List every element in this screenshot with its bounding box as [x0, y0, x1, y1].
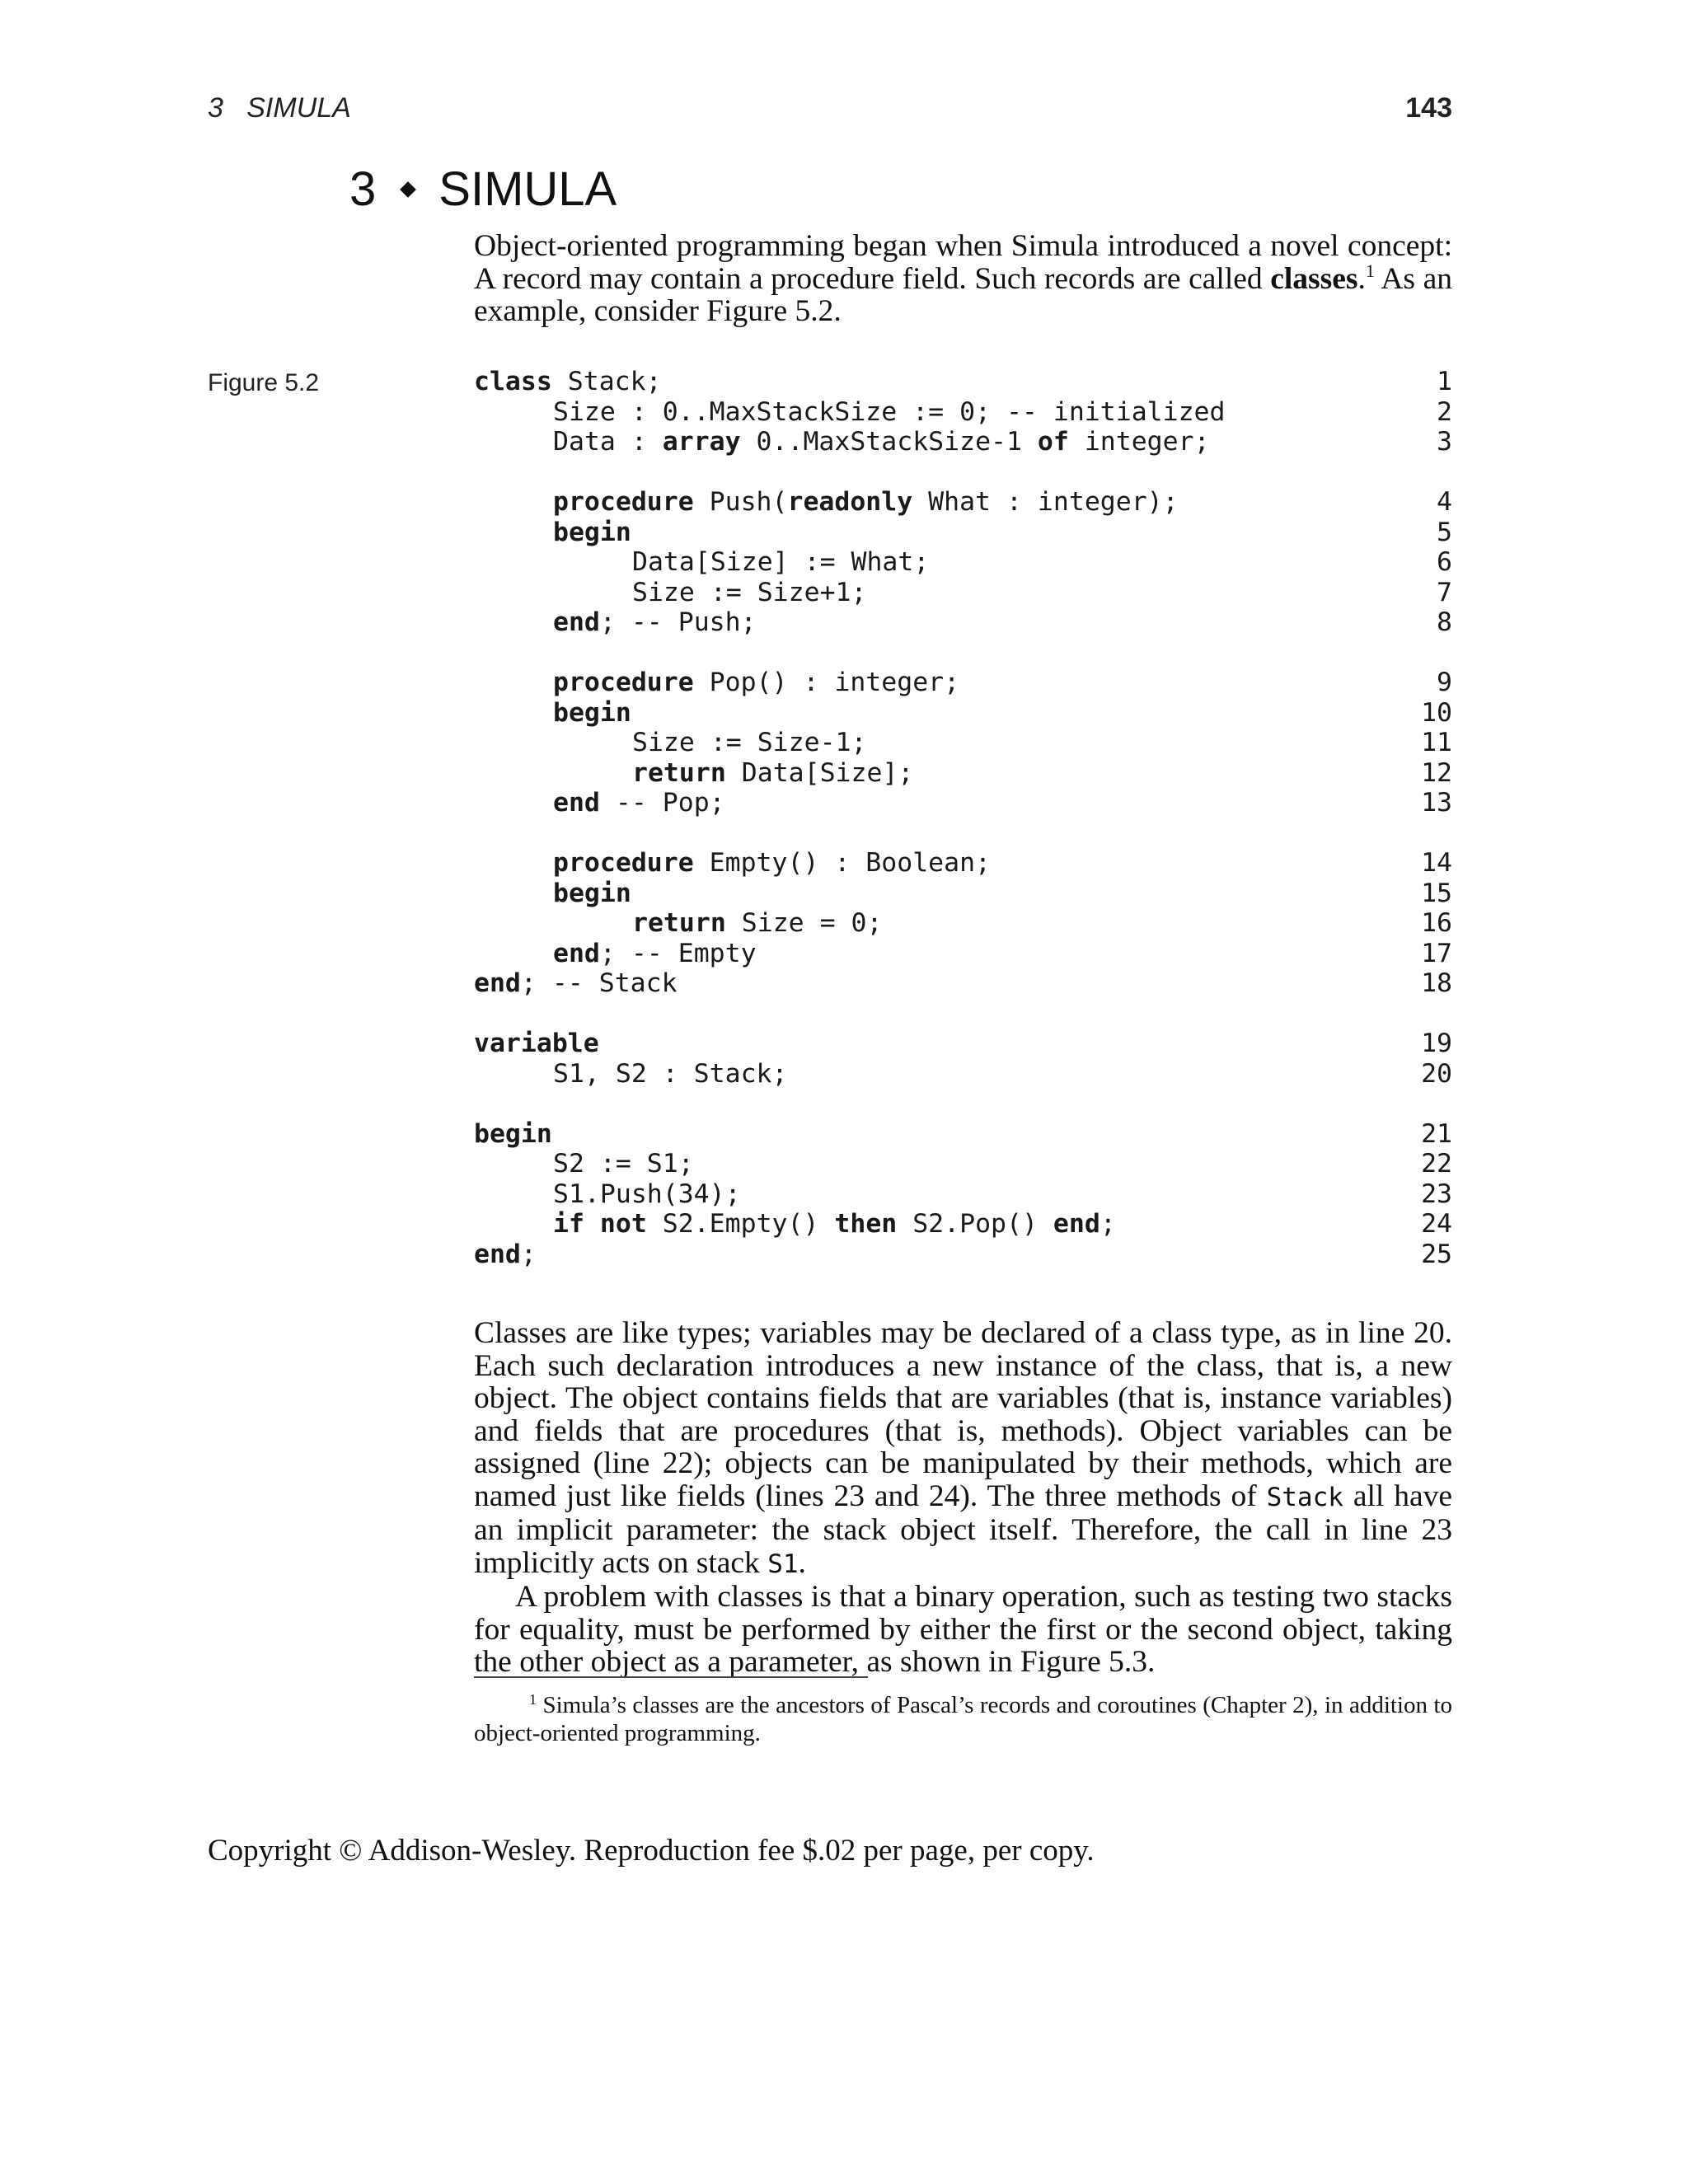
line-number: 3 [1437, 427, 1452, 457]
code-text [474, 1240, 537, 1270]
footnote-divider [474, 1676, 868, 1678]
code-token: integer; [1068, 427, 1210, 457]
intro-paragraph [474, 230, 1452, 328]
code-token: Size : 0..MaxStackSize := 0; -- initialized [553, 396, 1226, 427]
section-title: SIMULA [438, 162, 617, 216]
line-number: 11 [1421, 728, 1452, 757]
footnote [474, 1691, 1452, 1747]
code-token: ; -- Push; [599, 607, 757, 637]
line-number: 18 [1421, 968, 1452, 998]
code-keyword: begin [553, 878, 631, 908]
code-keyword: end [553, 938, 600, 968]
code-line [474, 518, 1452, 548]
code-token: S2 := S1; [553, 1149, 694, 1179]
running-title: 3 SIMULA [208, 92, 351, 124]
code-line [474, 1149, 1452, 1179]
code-line [474, 607, 1452, 638]
copyright-notice: Copyright © Addison-Wesley. Reproduction fee $.02 per page, per copy. [208, 1834, 1095, 1868]
line-number: 14 [1421, 848, 1452, 878]
code-text [632, 908, 882, 939]
code-token: Empty() : Boolean; [693, 848, 992, 878]
code-line [474, 547, 1452, 578]
code-token: S1, S2 : Stack; [553, 1058, 788, 1089]
code-text [553, 698, 631, 729]
line-number: 25 [1421, 1239, 1452, 1269]
code-line [474, 1240, 1452, 1270]
section-number: 3 [349, 162, 377, 216]
code-listing [474, 367, 1452, 1269]
figure-label: Figure 5.2 [208, 369, 320, 396]
code-text [553, 668, 959, 698]
inline-code-stack: Stack [1266, 1482, 1343, 1512]
line-number: 19 [1421, 1029, 1452, 1058]
discussion-text: all have an implicit parameter: the stack object itself. Therefore, the call in line 23 implicitly acts on stack [474, 1479, 1452, 1580]
line-number: 16 [1421, 908, 1452, 938]
code-line [474, 578, 1452, 608]
code-keyword: end [474, 1239, 521, 1269]
code-line [474, 908, 1452, 939]
code-keyword: procedure [553, 848, 694, 878]
code-token: Data : [553, 427, 663, 457]
code-token: Size := Size+1; [632, 577, 867, 607]
code-text [632, 758, 913, 789]
code-line [474, 728, 1452, 758]
code-keyword: return [632, 908, 726, 938]
code-token: Stack; [551, 367, 662, 396]
code-token: S1.Push(34); [553, 1179, 741, 1209]
code-text [632, 547, 929, 578]
code-line [474, 487, 1452, 518]
code-text [553, 788, 725, 818]
code-token: S2.Empty() [646, 1209, 835, 1239]
code-text [474, 968, 678, 999]
line-number: 8 [1437, 607, 1452, 637]
discussion-paragraph-2: A problem with classes is that a binary operation, such as testing two stacks for equality, must be performed by either the first or the second object, taking the other object as a parameter, as shown in Figure 5.3. [474, 1580, 1452, 1679]
line-number: 13 [1421, 788, 1452, 818]
code-text [553, 607, 757, 638]
code-keyword: end [553, 607, 600, 637]
code-text [553, 518, 631, 548]
code-token: Size := Size-1; [632, 728, 867, 757]
line-number: 22 [1421, 1149, 1452, 1179]
footnote-mark: 1 [529, 1691, 537, 1708]
code-keyword: begin [553, 697, 631, 728]
code-line [474, 1179, 1452, 1210]
code-text [553, 427, 1210, 457]
inline-code-s1: S1 [767, 1549, 799, 1579]
code-text [474, 1029, 599, 1059]
code-text [553, 848, 991, 879]
code-keyword: of [1037, 427, 1069, 457]
code-keyword: begin [553, 517, 631, 547]
code-text [553, 879, 631, 909]
code-line [474, 1059, 1452, 1090]
code-keyword: not [599, 1209, 647, 1239]
line-number: 4 [1437, 487, 1452, 517]
code-token: Pop() : integer; [693, 668, 960, 697]
line-number: 1 [1437, 367, 1452, 396]
code-text [632, 728, 866, 758]
code-keyword: procedure [553, 668, 694, 697]
code-blank-line [474, 999, 1452, 1029]
code-token: ; [520, 1239, 537, 1269]
code-line [474, 1119, 1452, 1150]
code-text [553, 397, 1225, 428]
line-number: 10 [1421, 697, 1452, 728]
section-heading [349, 162, 617, 217]
code-line [474, 879, 1452, 909]
discussion-text: . [798, 1545, 806, 1580]
intro-text: Object-oriented programming began when Simula introduced a novel concept: A record may contain a procedure field. Such records are called [474, 229, 1452, 296]
line-number: 9 [1437, 668, 1452, 697]
code-line [474, 788, 1452, 818]
code-text [474, 1119, 552, 1150]
code-token: ; -- Stack [520, 968, 678, 998]
code-token [584, 1209, 600, 1239]
code-token: What : integer); [912, 487, 1179, 517]
code-text [553, 939, 757, 969]
code-keyword: variable [474, 1029, 599, 1058]
intro-text-end: As an example, consider Figure 5.2. [474, 261, 1452, 328]
term-classes: classes [1270, 261, 1358, 296]
code-token: Data[Size]; [725, 757, 914, 788]
code-line [474, 758, 1452, 789]
footnote-text: Simula’s classes are the ancestors of Pascal’s records and coroutines (Chapter 2), in addition to object-oriented programming. [474, 1692, 1452, 1746]
code-keyword: end [474, 968, 521, 998]
discussion-paragraph-1 [474, 1317, 1452, 1581]
footnote-reference: 1 [1365, 260, 1375, 281]
code-line [474, 939, 1452, 969]
code-token: Data[Size] := What; [632, 547, 930, 577]
line-number: 17 [1421, 938, 1452, 968]
code-blank-line [474, 818, 1452, 849]
discussion-text: Classes are like types; variables may be declared of a class type, as in line 20. Each such declaration introduces a new instance of the class, that is, a new object. The object contains fields that are variables (that is, instance variables) and fields that are procedures (that is, methods). Object variables can be assigned (line 22); objects can be manipulated by their methods, which are named just like fields (lines 23 and 24). The three methods of [474, 1316, 1452, 1513]
code-text [553, 1209, 1116, 1240]
code-line [474, 427, 1452, 457]
line-number: 7 [1437, 577, 1452, 607]
code-keyword: class [474, 367, 552, 396]
code-keyword: procedure [553, 487, 694, 517]
code-keyword: then [834, 1209, 898, 1239]
line-number: 6 [1437, 547, 1452, 577]
code-keyword: array [662, 427, 741, 457]
code-line [474, 1029, 1452, 1059]
code-blank-line [474, 638, 1452, 668]
code-token: ; [1100, 1209, 1116, 1239]
line-number: 15 [1421, 878, 1452, 908]
code-line [474, 968, 1452, 999]
code-keyword: begin [474, 1118, 552, 1149]
code-token: -- Pop; [599, 788, 725, 818]
line-number: 2 [1437, 396, 1452, 427]
code-blank-line [474, 457, 1452, 488]
code-text [553, 1149, 694, 1179]
code-keyword: return [632, 757, 726, 788]
running-head [208, 92, 1452, 134]
discussion [474, 1317, 1452, 1679]
code-token: Push( [693, 487, 788, 517]
code-token: ; -- Empty [599, 938, 757, 968]
line-number: 24 [1421, 1209, 1452, 1239]
code-text [553, 1179, 741, 1210]
intro-period: . [1357, 261, 1366, 296]
code-token: Size = 0; [725, 908, 883, 938]
code-keyword: end [1053, 1209, 1100, 1239]
code-keyword: if [553, 1209, 584, 1239]
code-blank-line [474, 1089, 1452, 1119]
code-keyword: readonly [787, 487, 913, 517]
code-line [474, 1209, 1452, 1240]
line-number: 5 [1437, 517, 1452, 547]
code-line [474, 397, 1452, 428]
code-line [474, 698, 1452, 729]
diamond-bullet-icon [400, 181, 416, 198]
page-number: 143 [1405, 92, 1452, 124]
line-number: 20 [1421, 1058, 1452, 1089]
code-text [553, 487, 1179, 518]
code-text [553, 1059, 787, 1090]
line-number: 21 [1421, 1118, 1452, 1149]
code-line [474, 668, 1452, 698]
code-text [632, 578, 866, 608]
line-number: 12 [1421, 757, 1452, 788]
code-token: 0..MaxStackSize-1 [740, 427, 1038, 457]
code-text [474, 367, 662, 397]
code-line [474, 367, 1452, 397]
code-line [474, 848, 1452, 879]
code-keyword: end [553, 788, 600, 818]
line-number: 23 [1421, 1179, 1452, 1209]
code-token: S2.Pop() [897, 1209, 1053, 1239]
